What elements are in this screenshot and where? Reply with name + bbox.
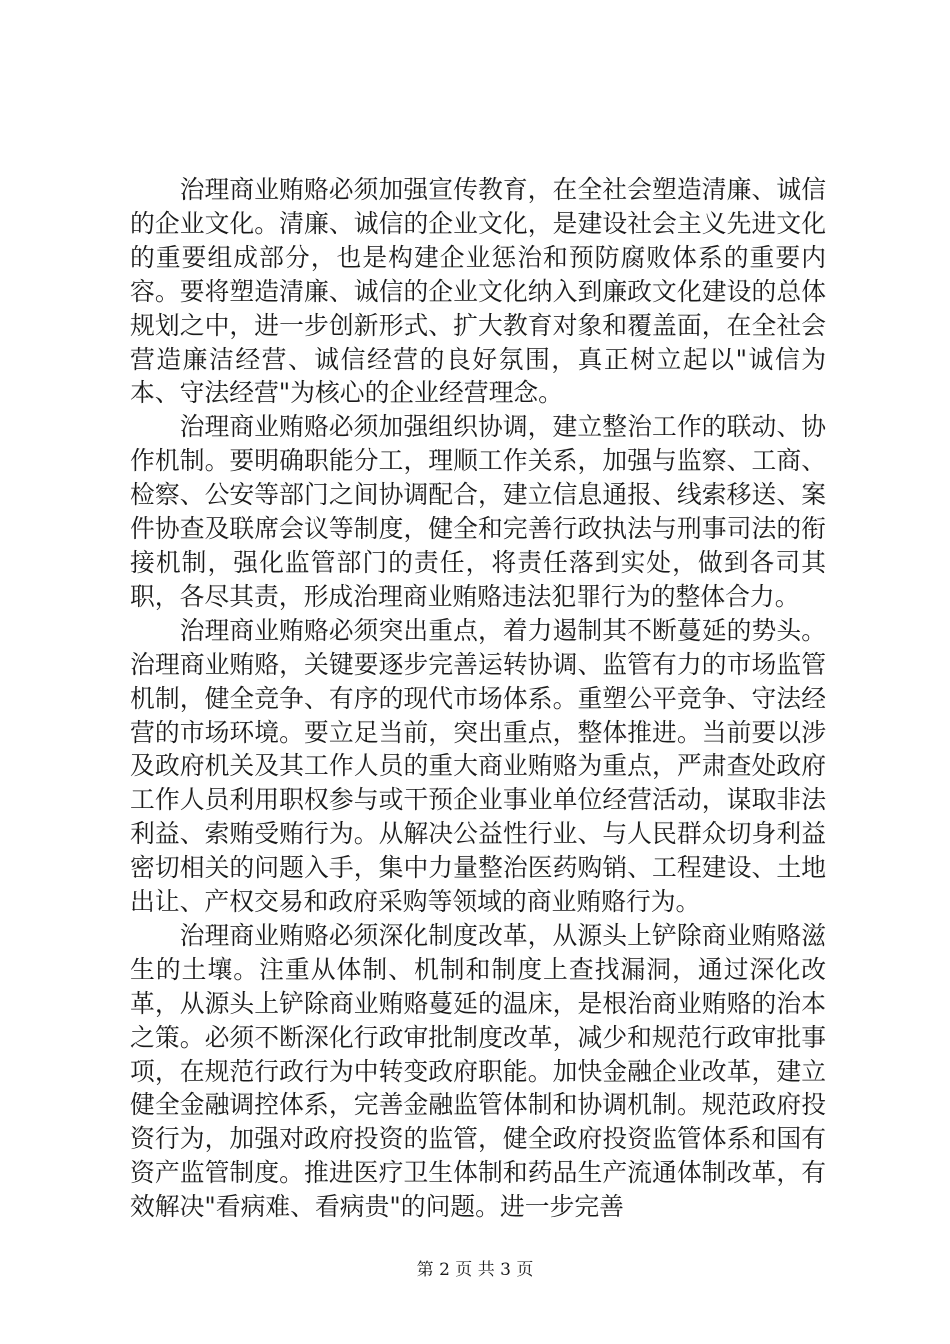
paragraph: 治理商业贿赂必须加强组织协调，建立整治工作的联动、协作机制。要明确职能分工，理顺工作关系，加强与监察、工商、检察、公安等部门之间协调配合，建立信息通报、线索移送、案件协查及联席会议等制度，健全和完善行政执法与刑事司法的衔接机制，强化监管部门的责任，将责任落到实处，做到各司其职，各尽其责，形成治理商业贿赂违法犯罪行为的整体合力。 — [130, 412, 826, 611]
paragraph: 治理商业贿赂必须突出重点，着力遏制其不断蔓延的势头。治理商业贿赂，关键要逐步完善运转协调、监管有力的市场监管机制，健全竞争、有序的现代市场体系。重塑公平竞争、守法经营的市场环境。要立足当前，突出重点，整体推进。当前要以涉及政府机关及其工作人员的重大商业贿赂为重点，严肃查处政府工作人员利用职权参与或干预企业事业单位经营活动，谋取非法利益、索贿受贿行为。从解决公益性行业、与人民群众切身利益密切相关的问题入手，集中力量整治医药购销、工程建设、土地出让、产权交易和政府采购等领域的商业贿赂行为。 — [130, 615, 826, 917]
page-footer: 第 2 页 共 3 页 — [416, 1260, 534, 1280]
paragraph: 治理商业贿赂必须加强宣传教育，在全社会塑造清廉、诚信的企业文化。清廉、诚信的企业文化，是建设社会主义先进文化的重要组成部分，也是构建企业惩治和预防腐败体系的重要内容。要将塑造清廉、诚信的企业文化纳入到廉政文化建设的总体规划之中，进一步创新形式、扩大教育对象和覆盖面，在全社会营造廉洁经营、诚信经营的良好氛围，真正树立起以"诚信为本、守法经营"为核心的企业经营理念。 — [130, 175, 826, 408]
document-body — [130, 173, 826, 1224]
paragraph: 治理商业贿赂必须深化制度改革，从源头上铲除商业贿赂滋生的土壤。注重从体制、机制和制度上查找漏洞，通过深化改革，从源头上铲除商业贿赂蔓延的温床，是根治商业贿赂的治本之策。必须不断深化行政审批制度改革，减少和规范行政审批事项，在规范行政行为中转变政府职能。加快金融企业改革，建立健全金融调控体系，完善金融监管体制和协调机制。规范政府投资行为，加强对政府投资的监管，健全政府投资监管体系和国有资产监管制度。推进医疗卫生体制和药品生产流通体制改革，有效解决"看病难、看病贵"的问题。进一步完善 — [130, 920, 826, 1222]
